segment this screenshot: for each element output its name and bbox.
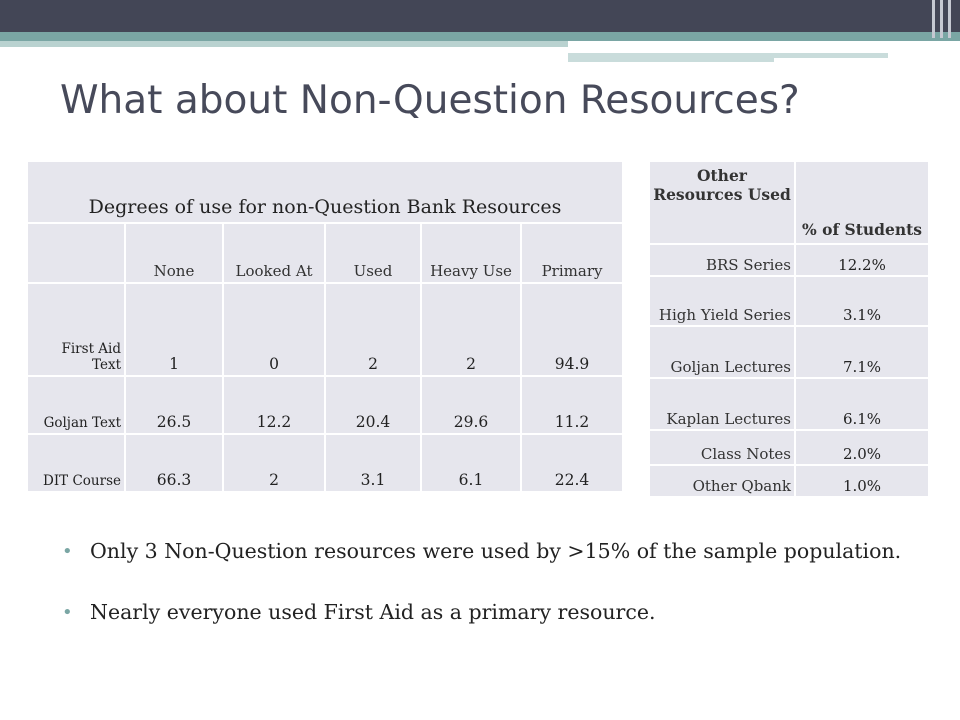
table-row [649,276,929,326]
decorative-line [940,0,943,38]
table-row [27,376,623,434]
table-row [649,326,929,378]
resource-percent: 3.1% [795,276,929,326]
accent-band [0,32,960,41]
other-resources-table [648,160,930,498]
table-cell: 0 [223,283,325,376]
accent-band-gap [568,41,888,53]
column-header [27,223,125,283]
table-header-row [649,161,929,244]
decorative-line [948,0,951,38]
row-label: Goljan Text [27,376,125,434]
table-row [649,465,929,497]
table-caption: Degrees of use for non-Question Bank Resources [27,161,623,223]
table-cell: 22.4 [521,434,623,492]
resource-name: High Yield Series [649,276,795,326]
slide-title: What about Non-Question Resources? [60,78,800,123]
table-row [649,244,929,276]
column-header: Looked At [223,223,325,283]
table-cell: 20.4 [325,376,421,434]
table-cell: 26.5 [125,376,223,434]
table-cell: 94.9 [521,283,623,376]
resource-name: Kaplan Lectures [649,378,795,430]
table-header-row [27,223,623,283]
table-row [27,434,623,492]
accent-strip-short [568,58,774,62]
resource-name: Goljan Lectures [649,326,795,378]
table-row [27,283,623,376]
table-row [649,430,929,465]
table-cell: 12.2 [223,376,325,434]
bullet-item [62,599,942,626]
table-cell: 29.6 [421,376,521,434]
row-label: DIT Course [27,434,125,492]
resource-name: Class Notes [649,430,795,465]
resource-name: BRS Series [649,244,795,276]
column-header: Other Resources Used [649,161,795,244]
table-cell: 66.3 [125,434,223,492]
decorative-line [932,0,935,38]
accent-band-light [0,41,568,47]
row-label: First Aid Text [27,283,125,376]
table-cell: 2 [325,283,421,376]
table-cell: 6.1 [421,434,521,492]
column-header: % of Students [795,161,929,244]
bullet-item [62,538,942,565]
bullet-text: Nearly everyone used First Aid as a primary resource. [90,600,656,624]
table-cell: 1 [125,283,223,376]
resource-name: Other Qbank [649,465,795,497]
bullet-list [62,538,942,626]
bullet-dot-icon: • [62,602,73,623]
resource-percent: 6.1% [795,378,929,430]
table-cell: 3.1 [325,434,421,492]
table-cell: 2 [223,434,325,492]
resource-percent: 12.2% [795,244,929,276]
table-row [649,378,929,430]
bullet-text: Only 3 Non-Question resources were used by >15% of the sample population. [90,539,902,563]
column-header: Primary [521,223,623,283]
table-cell: 2 [421,283,521,376]
column-header: Used [325,223,421,283]
column-header: None [125,223,223,283]
degrees-of-use-table [26,160,624,493]
header-bar [0,0,960,32]
resource-percent: 7.1% [795,326,929,378]
bullet-dot-icon: • [62,541,73,562]
column-header: Heavy Use [421,223,521,283]
resource-percent: 1.0% [795,465,929,497]
table-cell: 11.2 [521,376,623,434]
resource-percent: 2.0% [795,430,929,465]
